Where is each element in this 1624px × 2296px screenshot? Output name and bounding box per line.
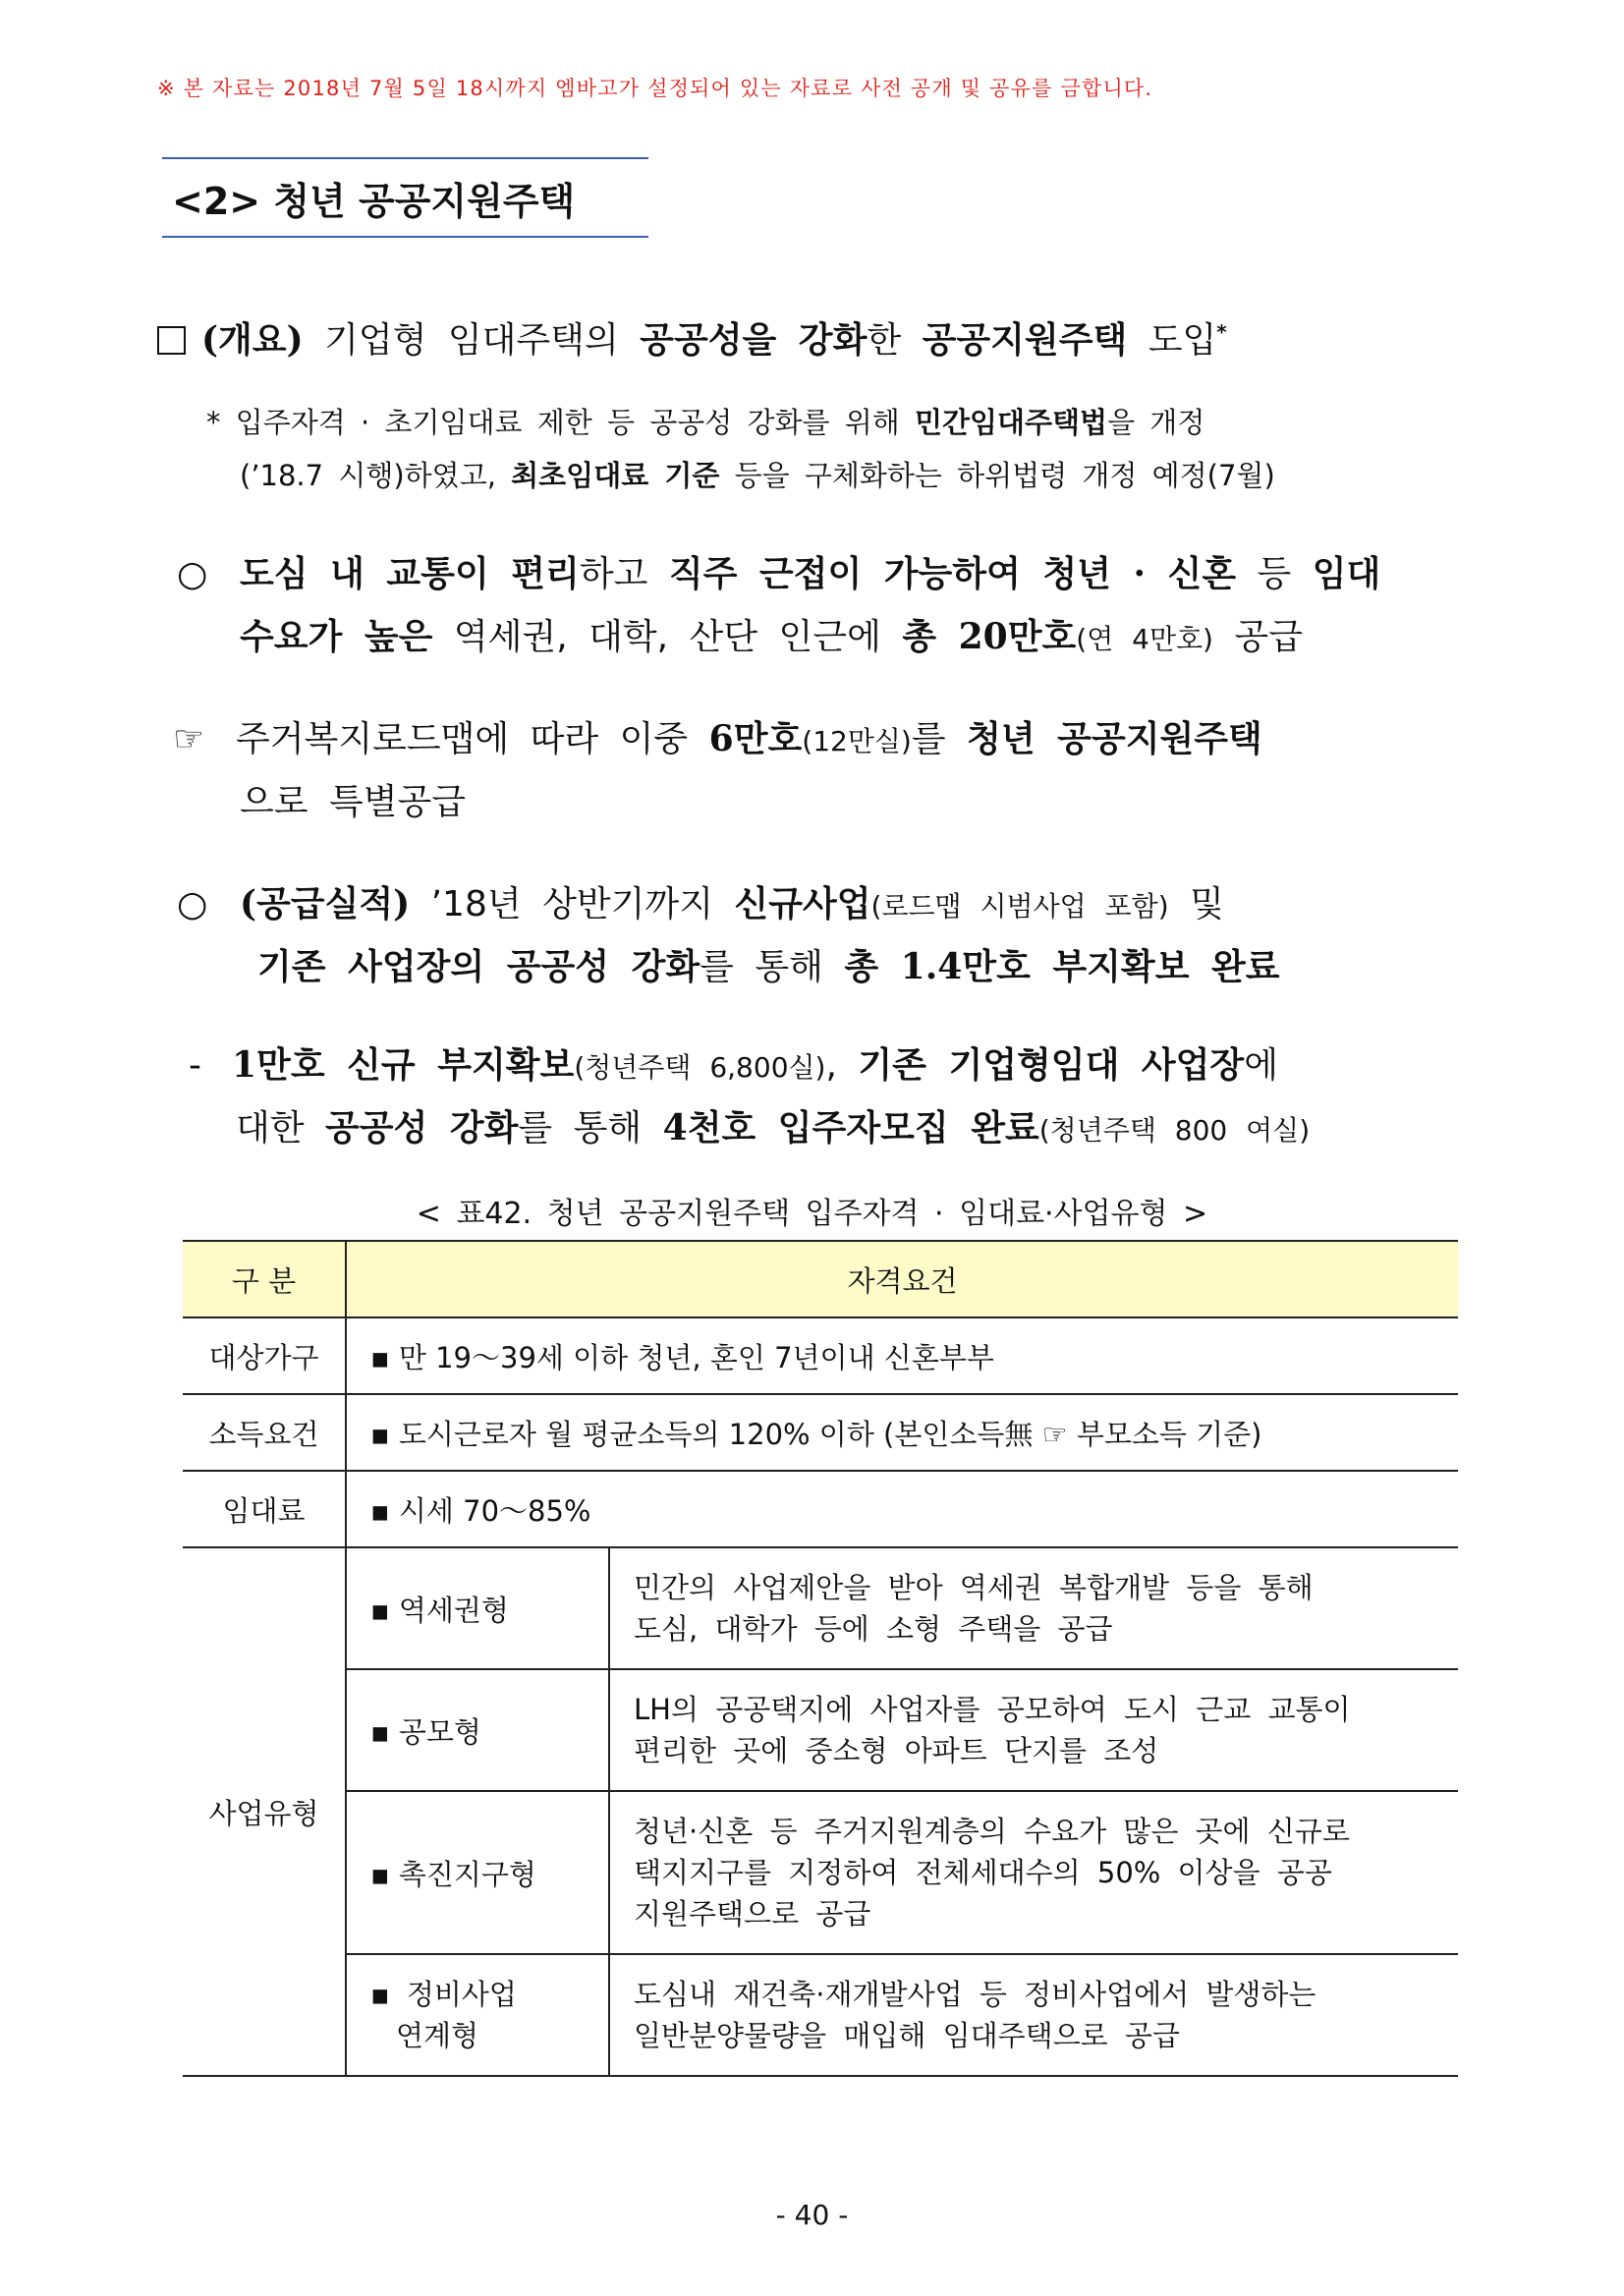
bullet-paren: (청년주택 6,800실) [574,1051,826,1084]
type-description [609,1547,1458,1669]
type-desc-line: 지원주택으로 공급 [634,1897,871,1931]
bullet-emph: (공급실적) [240,883,411,924]
table-row [183,1669,1458,1791]
overview-line [157,312,1227,363]
type-name-line: ▪ 정비사업 [370,1978,517,2011]
bullet-emph: 총 20만호 [902,616,1077,657]
bullet-text: 대한 [236,1108,325,1148]
circle-bullet-icon: ○ [177,884,208,924]
bullet-3-line-1 [177,876,1224,926]
bullet-emph: 직주 근접이 가능하여 청년 · 신혼 [668,553,1237,594]
bullet-emph: 도심 내 교통이 편리 [240,553,580,594]
type-name [346,1954,609,2076]
table-header-row [183,1241,1458,1317]
bullet-emph: 6만호 [708,718,803,759]
footnote-line-1 [206,401,1204,441]
bullet-text: 으로 특별공급 [240,782,467,822]
footnote-text: * 입주자격 · 초기임대료 제한 등 공공성 강화를 위해 [206,406,915,439]
row-label: 대상가구 [183,1317,346,1394]
bullet-text: 를 통해 [518,1108,663,1148]
bullet-2-line-2 [240,774,466,824]
bullet-emph: 수요가 높은 [240,616,433,657]
bullet-emph: 청년 공공지원주택 [967,718,1262,759]
type-name: ▪ 역세권형 [346,1547,609,1669]
business-type-label: 사업유형 [183,1547,346,2076]
bullet-text: 및 [1168,884,1224,924]
bullet-emph: 기존 사업장의 공공성 강화 [257,946,700,987]
bullet-text: 공급 [1212,617,1303,657]
type-desc-line: 편리한 곳에 중소형 아파트 단지를 조성 [634,1734,1159,1767]
bullet-1-line-2 [240,609,1303,659]
checkbox-icon [157,326,186,355]
row-value: ▪ 시세 70～85% [346,1471,1458,1547]
overview-text-1: 기업형 임대주택의 [303,320,641,361]
type-desc-line: 도심, 대학가 등에 소형 주택을 공급 [634,1612,1113,1646]
header-requirements: 자격요건 [346,1241,1458,1317]
table-caption: < 표42. 청년 공공지원주택 입주자격 · 임대료·사업유형 > [416,1197,1208,1231]
footnote-text: 등을 구체화하는 하위법령 개정 예정(7월) [719,459,1275,492]
table-row [183,1791,1458,1954]
bullet-paren: (청년주택 800 여실) [1038,1114,1311,1147]
footnote-emph: 민간임대주택법 [914,406,1108,439]
bullet-emph: 총 1.4만호 부지확보 완료 [844,946,1280,987]
requirements-table [183,1240,1458,2077]
bullet-1-line-1 [177,546,1380,596]
overview-text-2: 한 [867,320,923,361]
bullet-emph: 4천호 입주자모집 완료 [662,1107,1039,1148]
bullet-4-line-2 [236,1100,1310,1150]
bullet-paren: (12만실) [802,725,912,757]
footnote-text: (’18.7 시행)하였고, [240,459,512,492]
bullet-paren: (연 4만호) [1076,623,1213,655]
page-number: - 40 - [775,2199,849,2231]
footnote-emph: 최초임대료 기준 [511,459,720,492]
bullet-text: ’18년 상반기까지 [410,884,735,924]
bullet-emph: 임대 [1312,553,1381,594]
bullet-3-line-2 [257,939,1280,989]
table-row [183,1317,1458,1394]
type-desc-line: 택지지구를 지정하여 전체세대수의 50% 이상을 공공 [634,1856,1332,1889]
pointing-hand-icon: ☞ [173,719,205,759]
footnote-line-2 [240,454,1275,494]
row-label: 소득요건 [183,1394,346,1471]
row-value: ▪ 만 19～39세 이하 청년, 혼인 7년이내 신혼부부 [346,1317,1458,1394]
type-description [609,1791,1458,1954]
dash-bullet: - [189,1045,201,1086]
row-value: ▪ 도시근로자 월 평균소득의 120% 이하 (본인소득無 ☞ 부모소득 기준) [346,1394,1458,1471]
embargo-notice: ※ 본 자료는 2018년 7월 5일 18시까지 엠바고가 설정되어 있는 자료로 사전 공개 및 공유를 금합니다. [157,77,1153,100]
bullet-text: 역세권, 대학, 산단 인근에 [432,617,903,657]
circle-bullet-icon: ○ [177,554,208,594]
type-desc-line: 청년·신혼 등 주거지원계층의 수요가 많은 곳에 신규로 [634,1815,1350,1848]
section-title-text: <2> 청년 공공지원주택 [172,179,576,223]
bullet-text: 를 통해 [700,947,845,987]
type-desc-line: LH의 공공택지에 사업자를 공모하여 도시 근교 교통이 [634,1693,1351,1726]
bullet-text: 하고 [579,554,669,594]
footnote-star: * [1216,320,1227,344]
footnote-text: 을 개정 [1107,406,1205,439]
bullet-2-line-1 [173,711,1262,761]
bullet-paren: (로드맵 시범사업 포함) [870,890,1169,923]
table-row [183,1394,1458,1471]
bullet-4-line-1 [189,1037,1278,1088]
overview-emph-1: 공공성을 강화 [640,319,868,361]
overview-text-3: 도입 [1127,320,1217,361]
row-label: 임대료 [183,1471,346,1547]
bullet-text: 등 [1236,554,1313,594]
header-category: 구 분 [183,1241,346,1317]
type-name: ▪ 촉진지구형 [346,1791,609,1954]
table-row [183,1954,1458,2076]
type-description [609,1954,1458,2076]
type-description [609,1669,1458,1791]
type-desc-line: 일반분양물량을 매입해 임대주택으로 공급 [634,2019,1180,2052]
type-desc-line: 도심내 재건축·재개발사업 등 정비사업에서 발생하는 [634,1978,1316,2011]
bullet-emph: 1만호 신규 부지확보 [232,1044,575,1086]
section-title [162,157,648,238]
type-name: ▪ 공모형 [346,1669,609,1791]
table-row [183,1471,1458,1547]
table-row [183,1547,1458,1669]
bullet-emph: 기존 기업형임대 사업장 [858,1044,1245,1086]
overview-label: (개요) [201,319,304,361]
bullet-emph: 신규사업 [734,883,871,924]
bullet-text: 에 [1244,1045,1278,1086]
bullet-text: 를 [911,719,968,759]
overview-emph-2: 공공지원주택 [922,319,1128,361]
bullet-emph: 공공성 강화 [325,1107,519,1148]
bullet-text: , [825,1045,859,1086]
type-name-line: 연계형 [396,2019,479,2052]
bullet-text: 주거복지로드맵에 따라 이중 [236,719,709,759]
type-desc-line: 민간의 사업제안을 받아 역세권 복합개발 등을 통해 [634,1571,1314,1604]
